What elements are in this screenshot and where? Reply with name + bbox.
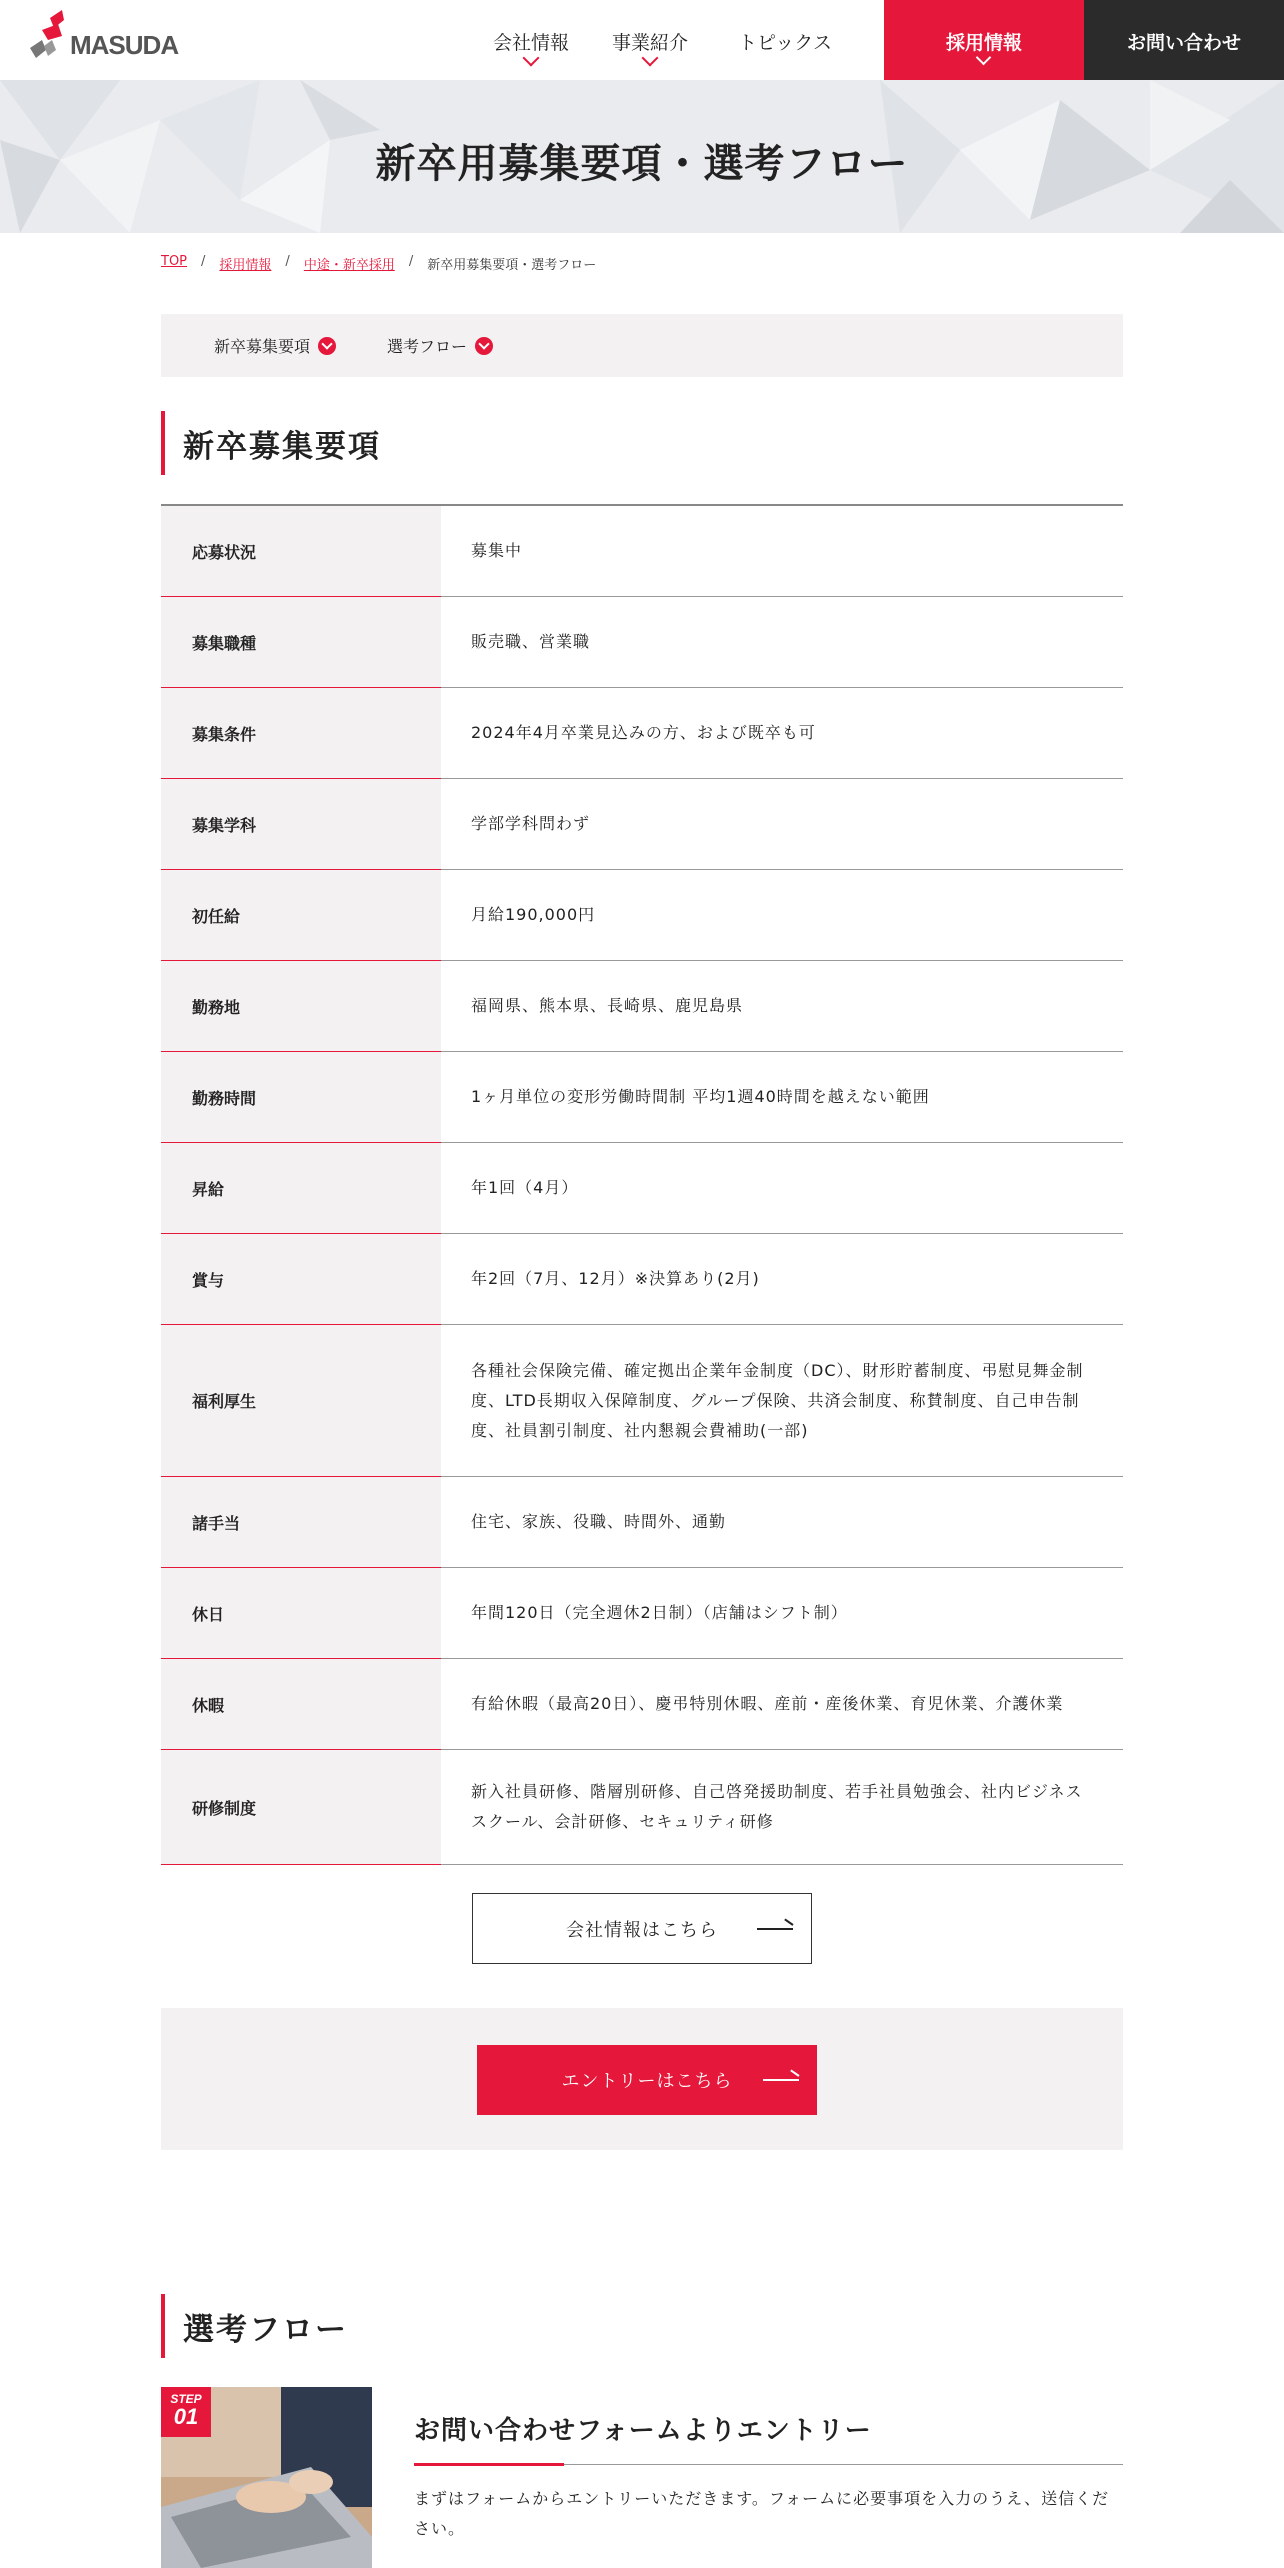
row-label: 昇給 <box>161 1143 441 1234</box>
step-badge-label: STEP <box>170 2392 202 2406</box>
anchor-requirements[interactable] <box>214 314 336 377</box>
arrow-right-icon <box>757 1928 793 1930</box>
row-label: 福利厚生 <box>161 1325 441 1477</box>
table-row <box>161 1568 1123 1659</box>
table-row <box>161 1477 1123 1568</box>
nav-label: トピックス <box>737 32 833 54</box>
row-label: 賞与 <box>161 1234 441 1325</box>
table-row <box>161 688 1123 779</box>
row-label: 募集条件 <box>161 688 441 779</box>
table-row <box>161 1234 1123 1325</box>
page-hero <box>0 80 1284 233</box>
breadcrumb-recruit[interactable]: 採用情報 <box>219 258 272 273</box>
breadcrumb-separator: / <box>201 254 206 269</box>
anchor-label: 選考フロー <box>387 337 468 356</box>
row-value: 年間120日（完全週休2日制）（店舗はシフト制） <box>471 1603 848 1622</box>
table-row <box>161 1750 1123 1865</box>
breadcrumb-current: 新卒用募集要項・選考フロー <box>427 258 597 273</box>
row-value: 販売職、営業職 <box>471 632 591 651</box>
breadcrumb-separator: / <box>408 254 414 269</box>
row-value: 各種社会保険完備、確定拠出企業年金制度（DC）、財形貯蓄制度、弔慰見舞金制度、LTD長期収入保障制度、グループ保険、共済会制度、称賛制度、自己申告制度、社員割引制度、社内懇親会費補助(一部) <box>471 1360 1084 1440</box>
row-label: 勤務地 <box>161 961 441 1052</box>
breadcrumb <box>161 254 596 273</box>
arrow-right-icon <box>763 2079 799 2081</box>
row-value: 福岡県、熊本県、長崎県、鹿児島県 <box>471 996 744 1015</box>
row-label: 諸手当 <box>161 1477 441 1568</box>
circle-chevron-down-icon <box>318 337 336 355</box>
nav-label: 事業紹介 <box>611 32 688 54</box>
row-value: 1ヶ月単位の変形労働時間制 平均1週40時間を越えない範囲 <box>471 1087 930 1106</box>
table-row <box>161 1143 1123 1234</box>
logo-text: MASUDA <box>70 30 179 60</box>
button-label: エントリーはこちら <box>561 2071 733 2092</box>
anchor-selection-flow[interactable] <box>387 314 493 377</box>
row-value: 月給190,000円 <box>471 905 596 924</box>
step-title: お問い合わせフォームよりエントリー <box>414 2416 872 2446</box>
breadcrumb-career-new-grad[interactable]: 中途・新卒採用 <box>303 258 395 273</box>
page-title: 新卒用募集要項・選考フロー <box>375 141 909 187</box>
nav-label: 採用情報 <box>945 32 1022 54</box>
row-label: 勤務時間 <box>161 1052 441 1143</box>
company-info-button[interactable] <box>472 1893 812 1964</box>
row-label: 初任給 <box>161 870 441 961</box>
breadcrumb-separator: / <box>285 254 290 269</box>
table-row <box>161 1325 1123 1477</box>
selection-flow-heading: 選考フロー <box>161 2294 348 2358</box>
button-label: 会社情報はこちら <box>566 1919 718 1941</box>
step-badge-number: 01 <box>173 2404 199 2429</box>
row-value: 2024年4月卒業見込みの方、および既卒も可 <box>471 723 816 742</box>
row-label: 研修制度 <box>161 1750 441 1865</box>
step-badge <box>161 2387 211 2437</box>
nav-contact[interactable] <box>1084 0 1284 80</box>
row-value: 学部学科問わず <box>471 814 591 833</box>
anchor-nav <box>161 314 1123 377</box>
row-label: 休暇 <box>161 1659 441 1750</box>
anchor-label: 新卒募集要項 <box>214 337 311 356</box>
nav-topics[interactable] <box>728 0 842 80</box>
table-row <box>161 779 1123 870</box>
row-label: 募集学科 <box>161 779 441 870</box>
nav-label: お問い合わせ <box>1126 32 1241 54</box>
row-value: 新入社員研修、階層別研修、自己啓発援助制度、若手社員勉強会、社内ビジネススクール、会計研修、セキュリティ研修 <box>471 1782 1083 1831</box>
masuda-logo[interactable] <box>28 10 179 68</box>
row-label: 休日 <box>161 1568 441 1659</box>
table-row <box>161 1659 1123 1750</box>
table-row <box>161 1052 1123 1143</box>
nav-label: 会社情報 <box>492 32 569 54</box>
row-value: 住宅、家族、役職、時間外、通勤 <box>471 1512 727 1531</box>
row-value: 募集中 <box>471 541 523 560</box>
requirements-table <box>161 504 1123 1865</box>
row-label: 募集職種 <box>161 597 441 688</box>
table-row <box>161 961 1123 1052</box>
row-value: 有給休暇（最高20日）、慶弔特別休暇、産前・産後休業、育児休業、介護休業 <box>471 1694 1064 1713</box>
row-label: 応募状況 <box>161 506 441 597</box>
nav-company-info[interactable] <box>476 0 586 80</box>
site-header <box>0 0 1284 80</box>
nav-business[interactable] <box>595 0 705 80</box>
nav-recruit[interactable] <box>884 0 1084 80</box>
row-value: 年2回（7月、12月）※決算あり(2月) <box>471 1269 760 1288</box>
circle-chevron-down-icon <box>475 337 493 355</box>
step-divider-accent <box>414 2463 564 2466</box>
breadcrumb-top[interactable]: TOP <box>161 254 188 269</box>
table-row <box>161 870 1123 961</box>
table-row <box>161 597 1123 688</box>
entry-button[interactable] <box>477 2045 817 2115</box>
requirements-heading: 新卒募集要項 <box>161 411 381 475</box>
step-description: まずはフォームからエントリーいただきます。フォームに必要事項を入力のうえ、送信ください。 <box>414 2489 1110 2538</box>
table-row <box>161 506 1123 597</box>
row-value: 年1回（4月） <box>471 1178 579 1197</box>
